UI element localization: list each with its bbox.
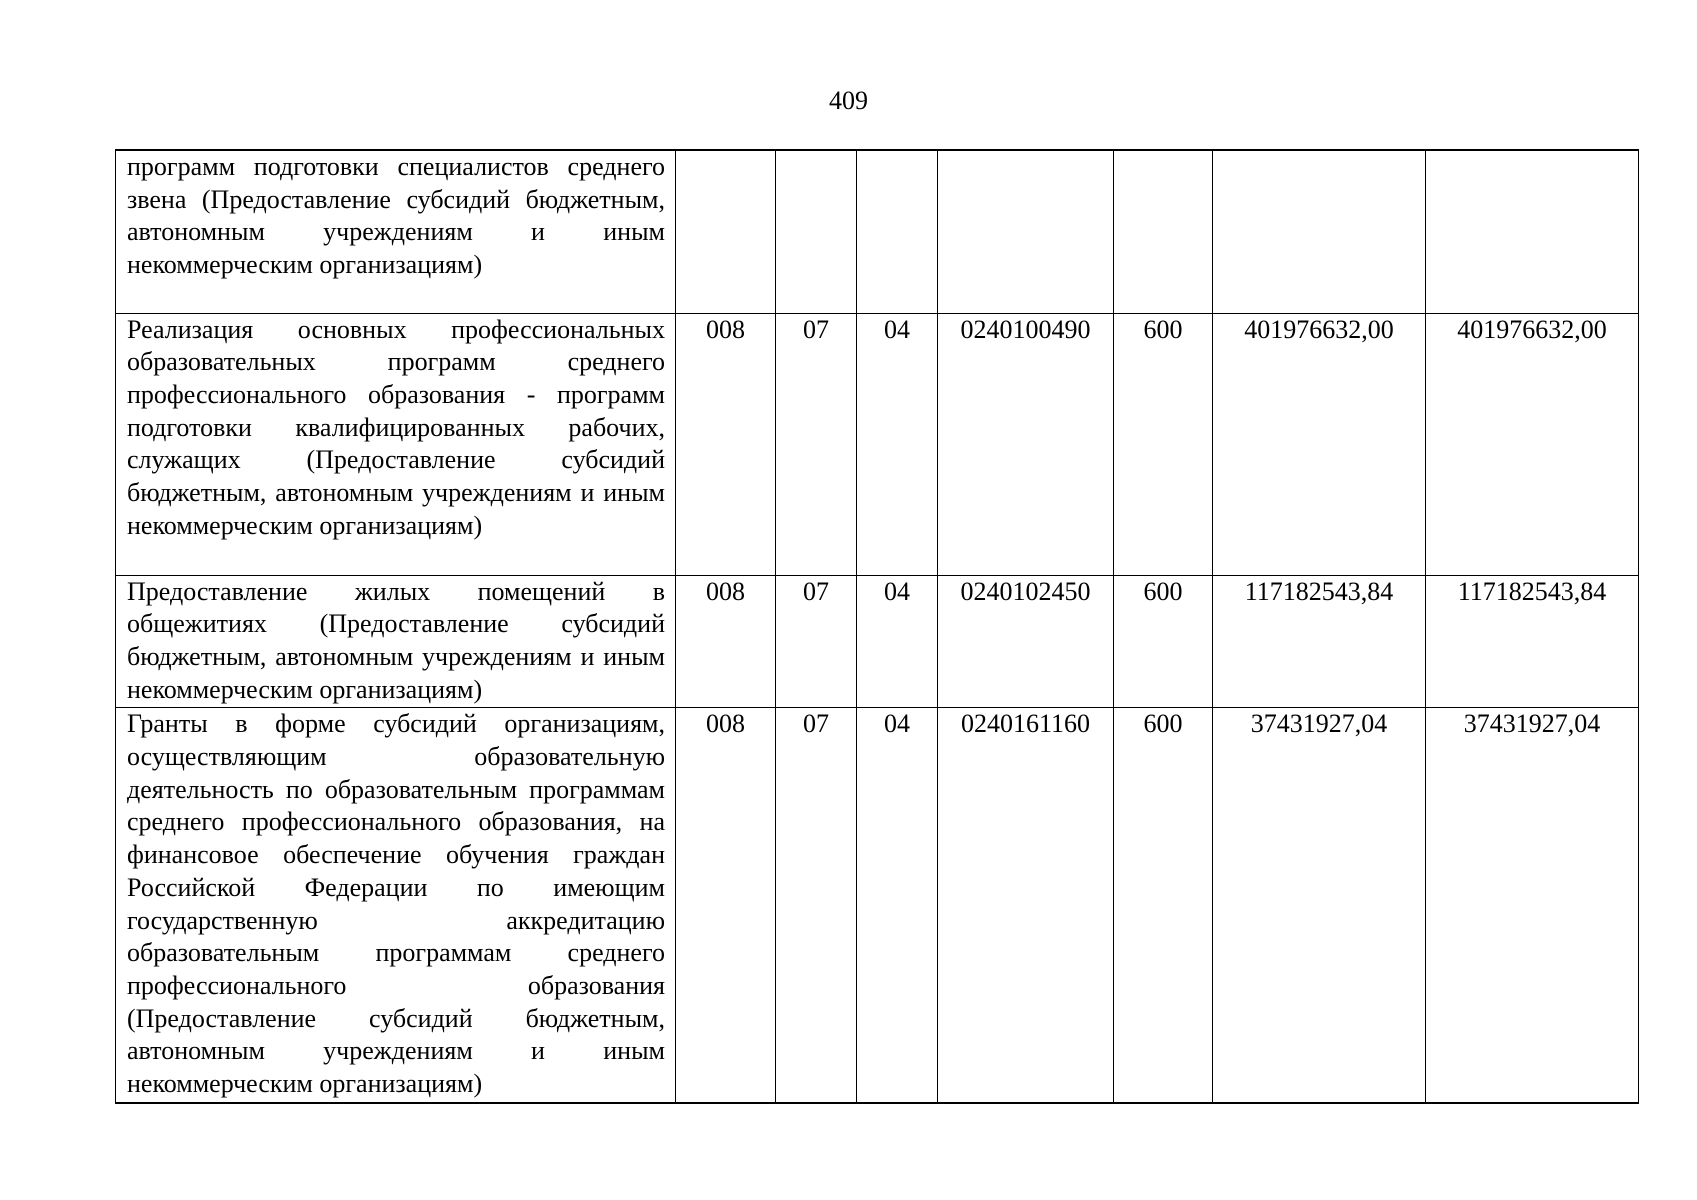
section-code: 07 <box>776 313 857 575</box>
subsection-code <box>857 150 938 313</box>
row-description: программ подготовки специалистов среднего звена (Предоставление субсидий бюджетным, автономным учреждениям и иным некоммерческим организациям) <box>116 150 676 313</box>
row-description: Гранты в форме субсидий организациям, осуществляющим образовательную деятельность по образовательным программам среднего профессионального образования, на финансовое обеспечение обучения граждан Российской Федерации по имеющим государственную аккредитацию образовательным программам среднего профессионального образования (Предоставление субсидий бюджетным, автономным учреждениям и иным некоммерческим организациям) <box>116 708 676 1103</box>
amount-first <box>1213 150 1426 313</box>
subsection-code: 04 <box>857 313 938 575</box>
budget-table <box>115 149 1639 1104</box>
page-number: 409 <box>829 86 868 115</box>
amount-first: 37431927,04 <box>1213 708 1426 1103</box>
subsection-code: 04 <box>857 708 938 1103</box>
target-article-code: 0240102450 <box>938 575 1114 708</box>
section-code: 07 <box>776 708 857 1103</box>
expense-type-code <box>1114 150 1213 313</box>
expense-type-code: 600 <box>1114 313 1213 575</box>
section-code: 07 <box>776 575 857 708</box>
target-article-code: 0240161160 <box>938 708 1114 1103</box>
table-row <box>116 575 1639 708</box>
expense-type-code: 600 <box>1114 708 1213 1103</box>
table-row <box>116 708 1639 1103</box>
table-row <box>116 150 1639 313</box>
ministry-code <box>676 150 776 313</box>
row-description: Предоставление жилых помещений в общежитиях (Предоставление субсидий бюджетным, автономным учреждениям и иным некоммерческим организациям) <box>116 575 676 708</box>
subsection-code: 04 <box>857 575 938 708</box>
ministry-code: 008 <box>676 575 776 708</box>
table-row <box>116 313 1639 575</box>
ministry-code: 008 <box>676 313 776 575</box>
amount-second: 401976632,00 <box>1426 313 1639 575</box>
ministry-code: 008 <box>676 708 776 1103</box>
target-article-code: 0240100490 <box>938 313 1114 575</box>
row-description: Реализация основных профессиональных образовательных программ среднего профессионального образования - программ подготовки квалифицированных рабочих, служащих (Предоставление субсидий бюджетным, автономным учреждениям и иным некоммерческим организациям) <box>116 313 676 575</box>
section-code <box>776 150 857 313</box>
target-article-code <box>938 150 1114 313</box>
expense-type-code: 600 <box>1114 575 1213 708</box>
amount-second: 37431927,04 <box>1426 708 1639 1103</box>
amount-second: 117182543,84 <box>1426 575 1639 708</box>
amount-first: 117182543,84 <box>1213 575 1426 708</box>
amount-second <box>1426 150 1639 313</box>
amount-first: 401976632,00 <box>1213 313 1426 575</box>
